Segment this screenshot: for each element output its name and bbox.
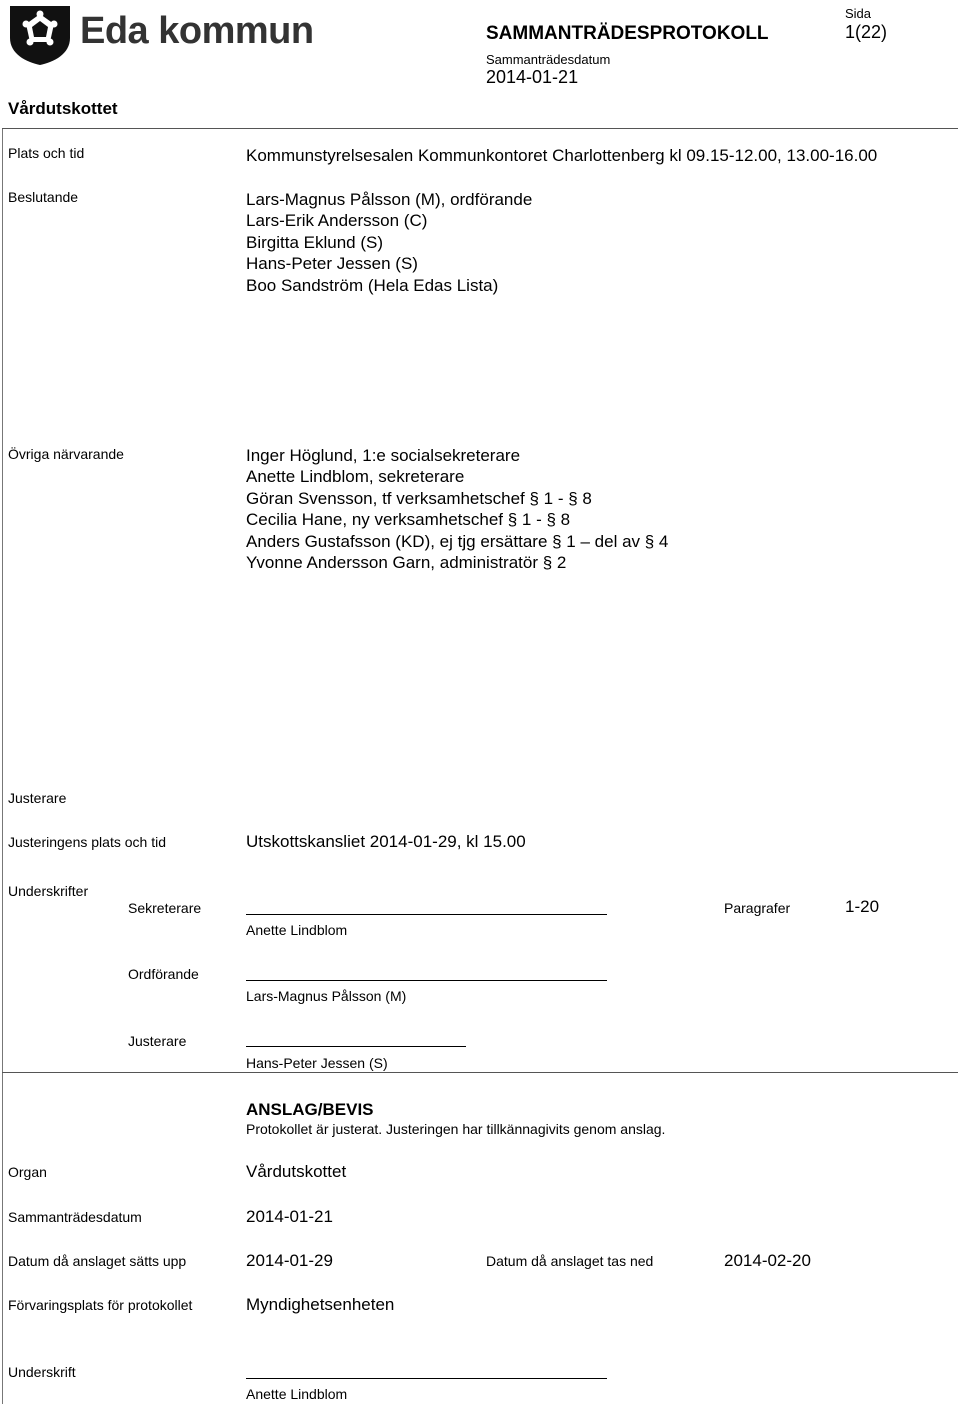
secretary-role: Sekreterare: [128, 900, 202, 916]
others-list: [246, 445, 668, 573]
list-item: Lars-Erik Andersson (C): [246, 211, 428, 231]
removed-date-label: Datum då anslaget tas ned: [486, 1253, 654, 1269]
storage-label: Förvaringsplats för protokollet: [8, 1297, 193, 1313]
notice-meeting-date-value: 2014-01-21: [246, 1207, 333, 1226]
adjustment-place-value: Utskottskansliet 2014-01-29, kl 15.00: [246, 832, 526, 851]
notice-title: ANSLAG/BEVIS: [246, 1100, 374, 1119]
posted-date-label: Datum då anslaget sätts upp: [8, 1253, 187, 1269]
storage-value: Myndighetsenheten: [246, 1295, 395, 1314]
adjuster-role: Justerare: [128, 1033, 187, 1049]
list-item: Anette Lindblom, sekreterare: [246, 467, 465, 487]
page-number: 1(22): [845, 22, 888, 42]
meeting-date: 2014-01-21: [486, 67, 579, 87]
chair-role: Ordförande: [128, 966, 199, 982]
place-value: Kommunstyrelsesalen Kommunkontoret Charlottenberg kl 09.15-12.00, 13.00-16.00: [246, 146, 878, 165]
list-item: Anders Gustafsson (KD), ej tjg ersättare § 1 – del av § 4: [246, 531, 669, 551]
others-label: Övriga närvarande: [8, 446, 124, 462]
notice-meeting-date-label: Sammanträdesdatum: [8, 1209, 142, 1225]
signature-name: Anette Lindblom: [246, 1386, 348, 1402]
divider-top: [2, 128, 958, 129]
adjuster-label: Justerare: [8, 790, 67, 806]
list-item: Boo Sandström (Hela Edas Lista): [246, 275, 499, 295]
adjuster-name: Hans-Peter Jessen (S): [246, 1055, 388, 1071]
logo: [8, 4, 72, 66]
organ-label: Organ: [8, 1164, 47, 1180]
removed-date-value: 2014-02-20: [724, 1251, 811, 1270]
divider-notice: [2, 1072, 958, 1073]
organ-value: Vårdutskottet: [246, 1162, 347, 1181]
document-type: SAMMANTRÄDESPROTOKOLL: [486, 23, 769, 44]
paragraphs-label: Paragrafer: [724, 900, 791, 916]
paragraphs-value: 1-20: [845, 897, 880, 916]
coat-of-arms-icon: [8, 4, 72, 66]
notice-text: Protokollet är justerat. Justeringen har tillkännagivits genom anslag.: [246, 1121, 666, 1137]
deciding-list: [246, 189, 532, 296]
signature-label: Underskrift: [8, 1364, 76, 1380]
list-item: Birgitta Eklund (S): [246, 232, 383, 252]
deciding-label: Beslutande: [8, 189, 79, 205]
meeting-date-label: Sammanträdesdatum: [486, 52, 611, 67]
notice-signature-line: [246, 1378, 607, 1379]
signatures-label: Underskrifter: [8, 883, 89, 899]
committee-name: Vårdutskottet: [8, 99, 118, 118]
secretary-name: Anette Lindblom: [246, 922, 348, 938]
list-item: Cecilia Hane, ny verksamhetschef § 1 - § 8: [246, 510, 571, 530]
list-item: Inger Höglund, 1:e socialsekreterare: [246, 446, 521, 465]
chair-signature-line: [246, 980, 607, 981]
secretary-signature-line: [246, 914, 607, 915]
list-item: Göran Svensson, tf verksamhetschef § 1 - § 8: [246, 488, 592, 508]
adjustment-place-label: Justeringens plats och tid: [8, 834, 166, 850]
place-label: Plats och tid: [8, 145, 85, 161]
logo-text: Eda kommun: [80, 10, 314, 52]
list-item: Yvonne Andersson Garn, administratör § 2: [246, 553, 567, 573]
list-item: Lars-Magnus Pålsson (M), ordförande: [246, 190, 533, 209]
posted-date-value: 2014-01-29: [246, 1251, 333, 1270]
list-item: Hans-Peter Jessen (S): [246, 254, 418, 274]
page-label: Sida: [845, 6, 872, 21]
chair-name: Lars-Magnus Pålsson (M): [246, 988, 407, 1004]
frame-left-border: [2, 128, 3, 1404]
adjuster-signature-line: [246, 1046, 466, 1047]
